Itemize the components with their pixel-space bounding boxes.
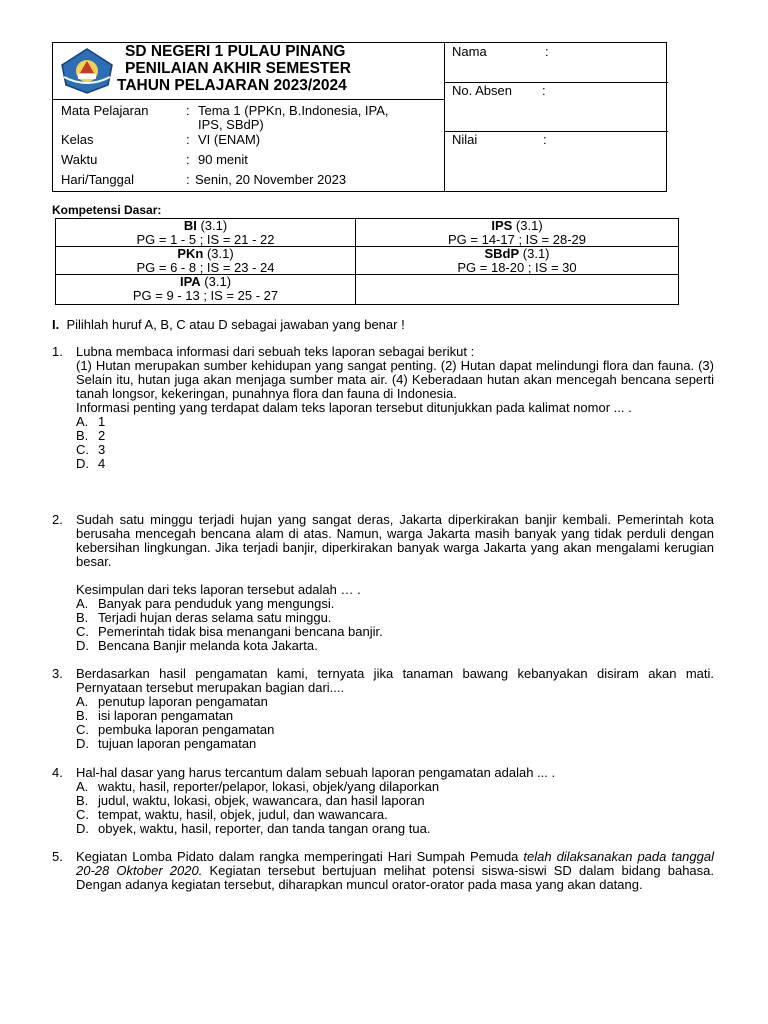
kd-code: (3.1): [196, 218, 228, 233]
question-text: Sudah satu minggu terjadi hujan yang sangat deras, Jakarta diperkirakan banjir kembali. Pemerintah kota berusaha mencegah bencana alam di atas. Namun, warga Jakarta masih banyak yang tidak perduli dengan kebersihan lingkungan. Jika terjadi banjir, diperkirakan banyak warga Jakarta yang akan mengalami kerugian besar.: [76, 512, 714, 569]
field-label-kelas: Kelas: [61, 132, 94, 147]
header-box: [52, 42, 667, 192]
field-value-mapel: Tema 1 (PPKn, B.Indonesia, IPA,: [198, 103, 389, 118]
question-number: 1.: [52, 344, 63, 359]
kd-code: (3.1): [519, 246, 550, 261]
field-value-kelas: VI (ENAM): [198, 132, 261, 147]
field-value-waktu: 90 menit: [198, 152, 248, 167]
nilai-colon: :: [543, 132, 547, 147]
kd-cell-bi: [56, 219, 355, 247]
option[interactable]: A. penutup laporan pengamatan: [76, 694, 268, 709]
section-numeral: I.: [52, 317, 60, 332]
kd-code: (3.1): [512, 218, 543, 233]
divider: [53, 99, 444, 100]
question-text: Lubna membaca informasi dari sebuah teks laporan sebagai berikut :: [76, 344, 475, 359]
option[interactable]: B. judul, waktu, lokasi, objek, wawancara, dan hasil laporan: [76, 793, 425, 808]
kd-code: (3.1): [200, 274, 232, 289]
school-title: [117, 43, 351, 94]
divider: [444, 131, 668, 132]
kd-subject: BI: [183, 218, 197, 233]
kd-detail: PG = 1 - 5 ; IS = 21 - 22: [136, 232, 275, 247]
option[interactable]: C. Pemerintah tidak bisa menangani bencana banjir.: [76, 624, 383, 639]
question-number: 4.: [52, 765, 63, 780]
option[interactable]: A. waktu, hasil, reporter/pelapor, lokasi, objek/yang dilaporkan: [76, 779, 440, 794]
question-number: 3.: [52, 666, 63, 681]
school-year: TAHUN PELAJARAN 2023/2024: [117, 77, 347, 94]
kd-subject: IPA: [179, 274, 201, 289]
field-colon: :: [186, 152, 190, 167]
option[interactable]: A. Banyak para penduduk yang mengungsi.: [76, 596, 335, 611]
nilai-label: Nilai: [452, 132, 478, 147]
kd-cell-ips: [356, 219, 678, 247]
kd-detail: PG = 9 - 13 ; IS = 25 - 27: [132, 288, 279, 303]
section-instruction: [52, 317, 405, 332]
question-text: (1) Hutan merupakan sumber kehidupan yang sangat penting. (2) Hutan dapat melindungi flora dan fauna. (3) Selain itu, hutan juga akan menjaga sumber mata air. (4) Keberadaan hutan akan mencegah bencana seperti tanah longsor, kekeringan, punahnya flora dan fauna di Indonesia.: [76, 358, 714, 401]
kd-code: (3.1): [203, 246, 234, 261]
question-4: [52, 766, 714, 836]
nama-label: Nama: [452, 44, 487, 59]
option[interactable]: A. 1: [76, 414, 106, 429]
question-2: [52, 513, 714, 653]
field-label-mapel: Mata Pelajaran: [61, 103, 149, 118]
question-3: [52, 667, 714, 751]
question-text: Berdasarkan hasil pengamatan kami, ternyata jika tanaman bawang kebanyakan disiram akan mati. Pernyataan tersebut merupakan bagian dari....: [76, 666, 714, 695]
instruction-text: Pilihlah huruf A, B, C atau D sebagai jawaban yang benar !: [66, 317, 405, 332]
option[interactable]: D. Bencana Banjir melanda kota Jakarta.: [76, 638, 318, 653]
kd-subject: SBdP: [484, 246, 520, 261]
kd-detail: PG = 6 - 8 ; IS = 23 - 24: [136, 260, 275, 275]
nama-colon: :: [545, 44, 549, 59]
option[interactable]: D. 4: [76, 456, 106, 471]
question-text-italic: telah dilaksanakan pada tanggal 20-28 Oktober 2020.: [76, 849, 714, 878]
kd-subject: PKn: [177, 246, 204, 261]
field-colon: :: [186, 172, 190, 187]
kd-detail: PG = 18-20 ; IS = 30: [457, 260, 577, 275]
field-colon: :: [186, 103, 190, 118]
question-5: [52, 850, 714, 892]
option[interactable]: B. isi laporan pengamatan: [76, 708, 234, 723]
absen-label: No. Absen: [452, 83, 512, 98]
option[interactable]: B. Terjadi hujan deras selama satu minggu.: [76, 610, 332, 625]
kd-detail: PG = 14-17 ; IS = 28-29: [447, 232, 587, 247]
field-colon: :: [186, 132, 190, 147]
field-value-tanggal: Senin, 20 November 2023: [195, 172, 347, 187]
question-1: [52, 345, 714, 471]
question-text: Kegiatan Lomba Pidato dalam rangka memperingati Hari Sumpah Pemuda: [76, 849, 524, 864]
kd-cell-sbdp: [356, 247, 678, 275]
exam-name: PENILAIAN AKHIR SEMESTER: [125, 60, 351, 77]
kompetensi-table: [55, 218, 679, 305]
question-number: 5.: [52, 849, 63, 864]
kompetensi-title: Kompetensi Dasar:: [52, 203, 162, 217]
school-logo-icon: [58, 47, 116, 95]
field-label-tanggal: Hari/Tanggal: [61, 172, 134, 187]
field-value-mapel-2: IPS, SBdP): [198, 117, 264, 132]
question-text: Hal-hal dasar yang harus tercantum dalam sebuah laporan pengamatan adalah ... .: [76, 765, 556, 780]
question-text: Informasi penting yang terdapat dalam teks laporan tersebut ditunjukkan pada kalimat nomor ... .: [76, 400, 632, 415]
kd-cell-ipa: [56, 275, 355, 303]
option[interactable]: B. 2: [76, 428, 106, 443]
option[interactable]: C. 3: [76, 442, 106, 457]
kd-cell-pkn: [56, 247, 355, 275]
option[interactable]: D. tujuan laporan pengamatan: [76, 736, 257, 751]
divider: [444, 43, 445, 192]
question-text: Kegiatan tersebut bertujuan melihat potensi siswa-siswi SD dalam bidang bahasa. Dengan adanya kegiatan tersebut, diharapkan muncul orator-orator pada masa yang akan datang.: [76, 863, 715, 892]
option[interactable]: D. obyek, waktu, hasil, reporter, dan tanda tangan orang tua.: [76, 821, 431, 836]
question-number: 2.: [52, 512, 63, 527]
option[interactable]: C. pembuka laporan pengamatan: [76, 722, 275, 737]
field-label-waktu: Waktu: [61, 152, 98, 167]
question-text: Kesimpulan dari teks laporan tersebut adalah … .: [76, 582, 361, 597]
school-name: SD NEGERI 1 PULAU PINANG: [125, 43, 346, 60]
option[interactable]: C. tempat, waktu, hasil, objek, judul, dan wawancara.: [76, 807, 388, 822]
kd-subject: IPS: [491, 218, 513, 233]
absen-colon: :: [542, 83, 546, 98]
